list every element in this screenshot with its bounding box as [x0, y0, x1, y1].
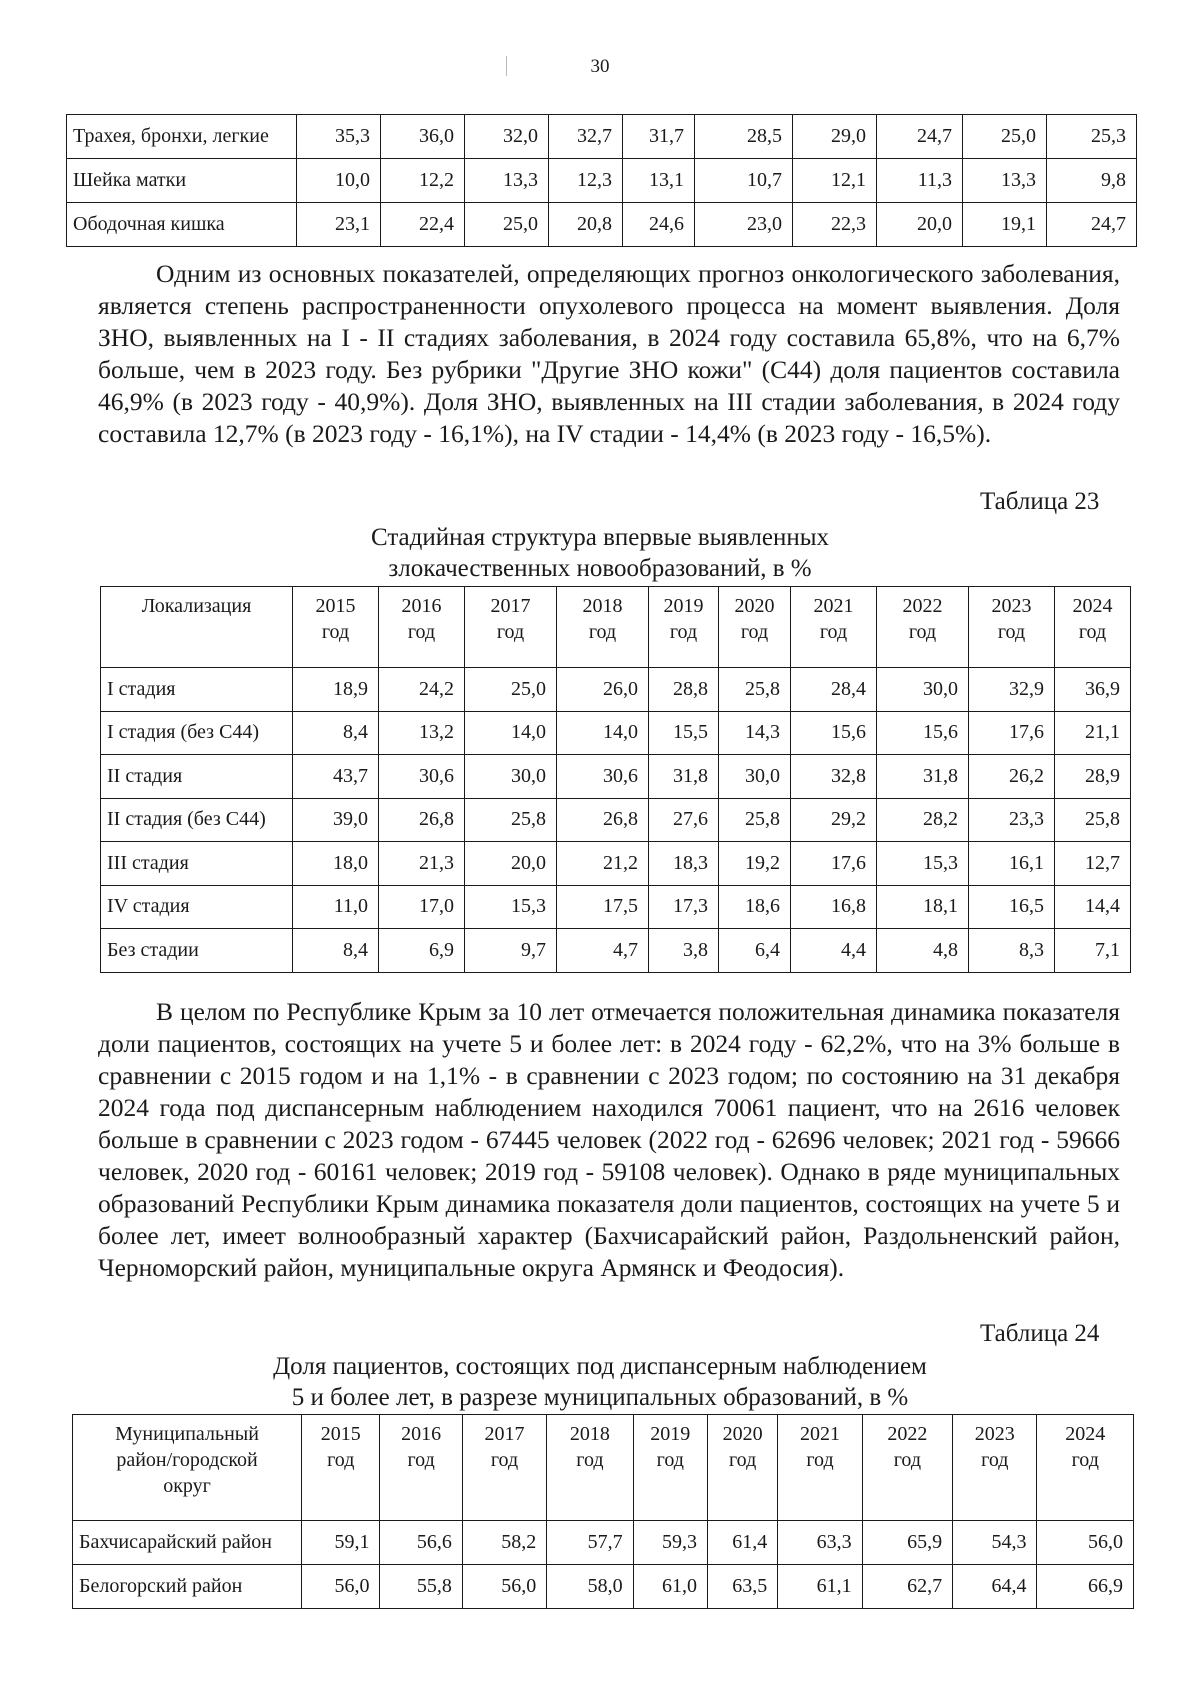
row-label: Белогорский район	[73, 1565, 302, 1609]
cell-value: 14,4	[1055, 885, 1131, 929]
header-year-number: 2022	[902, 595, 943, 617]
cell-value: 17,0	[379, 885, 465, 929]
cell-value: 18,3	[649, 842, 719, 886]
cell-value: 56,0	[1037, 1521, 1134, 1565]
header-year	[302, 1415, 380, 1521]
cell-value: 26,0	[557, 668, 649, 712]
header-year	[1037, 1415, 1134, 1521]
header-municipality: Муниципальный район/городской округ	[73, 1415, 302, 1521]
cell-value: 61,0	[633, 1565, 707, 1609]
table-23-header	[101, 587, 1131, 668]
header-year-number: 2016	[401, 1423, 442, 1445]
header-year	[778, 1415, 862, 1521]
cell-value: 17,6	[791, 842, 877, 886]
cell-value: 25,0	[465, 668, 557, 712]
row-label: III стадия	[101, 842, 293, 886]
cell-value: 6,9	[379, 929, 465, 973]
table-row	[101, 842, 1131, 886]
cell-value: 24,7	[1047, 203, 1137, 247]
cell-value: 17,5	[557, 885, 649, 929]
cell-value: 12,7	[1055, 842, 1131, 886]
table-24-label: Таблица 24	[980, 1320, 1100, 1347]
header-year	[707, 1415, 777, 1521]
header-year-number: 2019	[663, 595, 704, 617]
cell-value: 12,3	[549, 159, 623, 203]
header-year-unit: год	[588, 621, 617, 643]
cell-value: 23,1	[297, 203, 381, 247]
cell-value: 66,9	[1037, 1565, 1134, 1609]
cell-value: 24,7	[877, 115, 963, 159]
header-year-number: 2018	[569, 1423, 610, 1445]
cell-value: 15,6	[877, 711, 969, 755]
cell-value: 8,4	[293, 929, 379, 973]
cell-value: 65,9	[862, 1521, 952, 1565]
cell-value: 35,3	[297, 115, 381, 159]
table-23-label: Таблица 23	[980, 488, 1100, 515]
header-year-unit: год	[327, 1449, 355, 1471]
cell-value: 23,3	[969, 798, 1055, 842]
table-row	[101, 711, 1131, 755]
header-year-unit: год	[893, 1449, 922, 1471]
header-year-unit: год	[1071, 1449, 1099, 1471]
cell-value: 24,6	[623, 203, 695, 247]
cell-value: 13,1	[623, 159, 695, 203]
cell-value: 36,9	[1055, 668, 1131, 712]
cell-value: 6,4	[719, 929, 791, 973]
cell-value: 8,4	[293, 711, 379, 755]
header-year-unit: год	[669, 621, 698, 643]
header-year-number: 2015	[320, 1423, 361, 1445]
cell-value: 17,6	[969, 711, 1055, 755]
header-year-number: 2021	[813, 595, 854, 617]
cell-value: 55,8	[380, 1565, 462, 1609]
cell-value: 15,5	[649, 711, 719, 755]
cell-value: 29,0	[793, 115, 877, 159]
cell-value: 10,0	[297, 159, 381, 203]
cell-value: 15,3	[465, 885, 557, 929]
cell-value: 21,2	[557, 842, 649, 886]
row-label: I стадия (без С44)	[101, 711, 293, 755]
cell-value: 28,8	[649, 668, 719, 712]
row-label: I стадия	[101, 668, 293, 712]
cell-value: 24,2	[379, 668, 465, 712]
cell-value: 43,7	[293, 755, 379, 799]
cell-value: 28,4	[791, 668, 877, 712]
header-year	[1055, 587, 1131, 668]
cell-value: 18,0	[293, 842, 379, 886]
header-year-unit: год	[740, 621, 769, 643]
header-year	[557, 587, 649, 668]
header-year-number: 2015	[315, 595, 356, 617]
cell-value: 28,2	[877, 798, 969, 842]
header-year	[633, 1415, 707, 1521]
cell-value: 20,0	[877, 203, 963, 247]
paragraph-dispensary: В целом по Республике Крым за 10 лет отмечается положительная динамика показателя доли пациентов, состоящих на учете 5 и более лет: в 2024 году - 62,2%, что на 3% больше в сравнении с 2015 годом и на 1,1% - в сравнении с 2023 годом; по состоянию на 31 декабря 2024 года под диспансерным наблюдением находился 70061 пациент, что на 2616 человек больше в сравнении с 2023 годом - 67445 человек (2022 год - 62696 человек; 2021 год - 59666 человек, 2020 год - 60161 человек; 2019 год - 59108 человек). Однако в ряде муниципальных образований Республики Крым динамика показателя доли пациентов, состоящих на учете 5 и более лет, имеет волнообразный характер (Бахчисарайский район, Раздольненский район, Черноморский район, муниципальные округа Армянск и Феодосия).	[98, 997, 1120, 1282]
cell-value: 39,0	[293, 798, 379, 842]
header-year-unit: год	[576, 1449, 604, 1471]
cell-value: 26,2	[969, 755, 1055, 799]
header-year-unit: год	[981, 1449, 1009, 1471]
cell-value: 16,1	[969, 842, 1055, 886]
cell-value: 26,8	[379, 798, 465, 842]
cell-value: 3,8	[649, 929, 719, 973]
header-year	[649, 587, 719, 668]
cell-value: 11,0	[293, 885, 379, 929]
cell-value: 32,7	[549, 115, 623, 159]
header-year-number: 2017	[490, 595, 531, 617]
cell-value: 21,1	[1055, 711, 1131, 755]
cell-value: 9,8	[1047, 159, 1137, 203]
cell-value: 56,0	[462, 1565, 546, 1609]
row-label: Шейка матки	[67, 159, 297, 203]
table-23-caption-line2: злокачественных новообразований, в %	[388, 555, 812, 582]
cell-value: 25,8	[719, 668, 791, 712]
cell-value: 61,4	[707, 1521, 777, 1565]
header-year-unit: год	[806, 1449, 834, 1471]
cell-value: 59,1	[302, 1521, 380, 1565]
cell-value: 27,6	[649, 798, 719, 842]
cell-value: 12,2	[381, 159, 465, 203]
cell-value: 14,3	[719, 711, 791, 755]
header-year	[877, 587, 969, 668]
header-year-number: 2020	[722, 1423, 763, 1445]
header-year	[380, 1415, 462, 1521]
row-label: Бахчисарайский район	[73, 1521, 302, 1565]
table-row	[67, 115, 1137, 159]
table-row	[101, 798, 1131, 842]
header-year	[791, 587, 877, 668]
cell-value: 26,8	[557, 798, 649, 842]
cell-value: 63,3	[778, 1521, 862, 1565]
cell-value: 17,3	[649, 885, 719, 929]
cell-value: 20,0	[465, 842, 557, 886]
header-year	[547, 1415, 633, 1521]
cell-value: 16,8	[791, 885, 877, 929]
cell-value: 18,6	[719, 885, 791, 929]
cell-value: 30,0	[877, 668, 969, 712]
cell-value: 19,1	[963, 203, 1047, 247]
cell-value: 22,3	[793, 203, 877, 247]
cell-value: 10,7	[695, 159, 793, 203]
header-year-number: 2018	[582, 595, 623, 617]
cell-value: 25,8	[465, 798, 557, 842]
cell-value: 4,4	[791, 929, 877, 973]
header-year	[465, 587, 557, 668]
cell-value: 8,3	[969, 929, 1055, 973]
header-year-number: 2023	[991, 595, 1032, 617]
row-label: Ободочная кишка	[67, 203, 297, 247]
header-year	[719, 587, 791, 668]
cell-value: 25,0	[465, 203, 549, 247]
header-year-unit: год	[490, 1449, 519, 1471]
page-number: 30	[590, 56, 610, 77]
header-year-number: 2024	[1072, 595, 1113, 617]
cell-value: 25,3	[1047, 115, 1137, 159]
header-year-unit: год	[819, 621, 848, 643]
table-24-caption-line2: 5 и более лет, в разрезе муниципальных образований, в %	[291, 1384, 909, 1411]
table-row	[101, 929, 1131, 973]
header-year-number: 2022	[887, 1423, 928, 1445]
header-localization: Локализация	[101, 587, 293, 668]
row-label: II стадия	[101, 755, 293, 799]
header-year-unit: год	[997, 621, 1026, 643]
cell-value: 31,8	[649, 755, 719, 799]
cell-value: 14,0	[465, 711, 557, 755]
table-24	[72, 1414, 1134, 1609]
header-year-unit: год	[496, 621, 525, 643]
header-year-number: 2023	[974, 1423, 1015, 1445]
table-24-caption-line1: Доля пациентов, состоящих под диспансерным наблюдением	[273, 1353, 927, 1380]
cell-value: 18,1	[877, 885, 969, 929]
cell-value: 32,8	[791, 755, 877, 799]
cell-value: 28,9	[1055, 755, 1131, 799]
cell-value: 58,2	[462, 1521, 546, 1565]
row-label: IV стадия	[101, 885, 293, 929]
cell-value: 4,7	[557, 929, 649, 973]
header-year	[862, 1415, 952, 1521]
cell-value: 64,4	[953, 1565, 1037, 1609]
cell-value: 32,9	[969, 668, 1055, 712]
cell-value: 22,4	[381, 203, 465, 247]
cell-value: 12,1	[793, 159, 877, 203]
row-label: Трахея, бронхи, легкие	[67, 115, 297, 159]
table-top	[66, 114, 1137, 247]
table-row	[67, 159, 1137, 203]
header-year-unit: год	[407, 621, 436, 643]
header-year	[969, 587, 1055, 668]
cell-value: 58,0	[547, 1565, 633, 1609]
header-year-unit: год	[908, 621, 937, 643]
cell-value: 61,1	[778, 1565, 862, 1609]
header-year-unit: год	[1078, 621, 1107, 643]
cell-value: 36,0	[381, 115, 465, 159]
cell-value: 14,0	[557, 711, 649, 755]
cell-value: 59,3	[633, 1521, 707, 1565]
header-year-unit: год	[656, 1449, 684, 1471]
cell-value: 7,1	[1055, 929, 1131, 973]
cell-value: 13,3	[465, 159, 549, 203]
cell-value: 54,3	[953, 1521, 1037, 1565]
paragraph-staging: Одним из основных показателей, определяющих прогноз онкологического заболевания, является степень распространенности опухолевого процесса на момент выявления. Доля ЗНО, выявленных на I - II стадиях заболевания, в 2024 году составила 65,8%, что на 6,7% больше, чем в 2023 году. Без рубрики "Другие ЗНО кожи" (С44) доля пациентов составила 46,9% (в 2023 году - 40,9%). Доля ЗНО, выявленных на III стадии заболевания, в 2024 году составила 12,7% (в 2023 году - 16,1%), на IV стадии - 14,4% (в 2023 году - 16,5%).	[98, 259, 1120, 448]
cell-value: 4,8	[877, 929, 969, 973]
header-year-number: 2020	[734, 595, 775, 617]
header-year	[953, 1415, 1037, 1521]
header-year	[462, 1415, 546, 1521]
cell-value: 16,5	[969, 885, 1055, 929]
cell-value: 21,3	[379, 842, 465, 886]
cell-value: 15,6	[791, 711, 877, 755]
table-24-header	[73, 1415, 1134, 1521]
header-year-number: 2021	[799, 1423, 840, 1445]
cell-value: 30,6	[557, 755, 649, 799]
header-year-number: 2024	[1065, 1423, 1106, 1445]
table-row	[101, 668, 1131, 712]
cell-value: 32,0	[465, 115, 549, 159]
header-year-number: 2017	[484, 1423, 525, 1445]
row-label: Без стадии	[101, 929, 293, 973]
table-row	[73, 1521, 1134, 1565]
cell-value: 19,2	[719, 842, 791, 886]
header-year-number: 2016	[401, 595, 442, 617]
cell-value: 25,0	[963, 115, 1047, 159]
cell-value: 30,0	[719, 755, 791, 799]
cell-value: 56,0	[302, 1565, 380, 1609]
row-label: II стадия (без С44)	[101, 798, 293, 842]
cell-value: 30,0	[465, 755, 557, 799]
cell-value: 31,8	[877, 755, 969, 799]
cell-value: 31,7	[623, 115, 695, 159]
header-year-number: 2019	[650, 1423, 691, 1445]
table-23-caption-line1: Стадийная структура впервые выявленных	[370, 524, 830, 551]
table-row	[101, 885, 1131, 929]
cell-value: 13,3	[963, 159, 1047, 203]
scan-edge-mark	[506, 56, 507, 76]
header-year-unit: год	[728, 1449, 757, 1471]
header-year-unit: год	[321, 621, 350, 643]
cell-value: 29,2	[791, 798, 877, 842]
cell-value: 11,3	[877, 159, 963, 203]
table-row	[73, 1565, 1134, 1609]
table-23	[100, 586, 1131, 973]
header-year	[293, 587, 379, 668]
cell-value: 25,8	[719, 798, 791, 842]
header-year-unit: год	[407, 1449, 435, 1471]
table-row	[101, 755, 1131, 799]
cell-value: 13,2	[379, 711, 465, 755]
header-year	[379, 587, 465, 668]
cell-value: 9,7	[465, 929, 557, 973]
cell-value: 15,3	[877, 842, 969, 886]
cell-value: 25,8	[1055, 798, 1131, 842]
table-row	[67, 203, 1137, 247]
cell-value: 57,7	[547, 1521, 633, 1565]
cell-value: 23,0	[695, 203, 793, 247]
cell-value: 56,6	[380, 1521, 462, 1565]
cell-value: 20,8	[549, 203, 623, 247]
cell-value: 62,7	[862, 1565, 952, 1609]
cell-value: 28,5	[695, 115, 793, 159]
cell-value: 18,9	[293, 668, 379, 712]
cell-value: 63,5	[707, 1565, 777, 1609]
cell-value: 30,6	[379, 755, 465, 799]
